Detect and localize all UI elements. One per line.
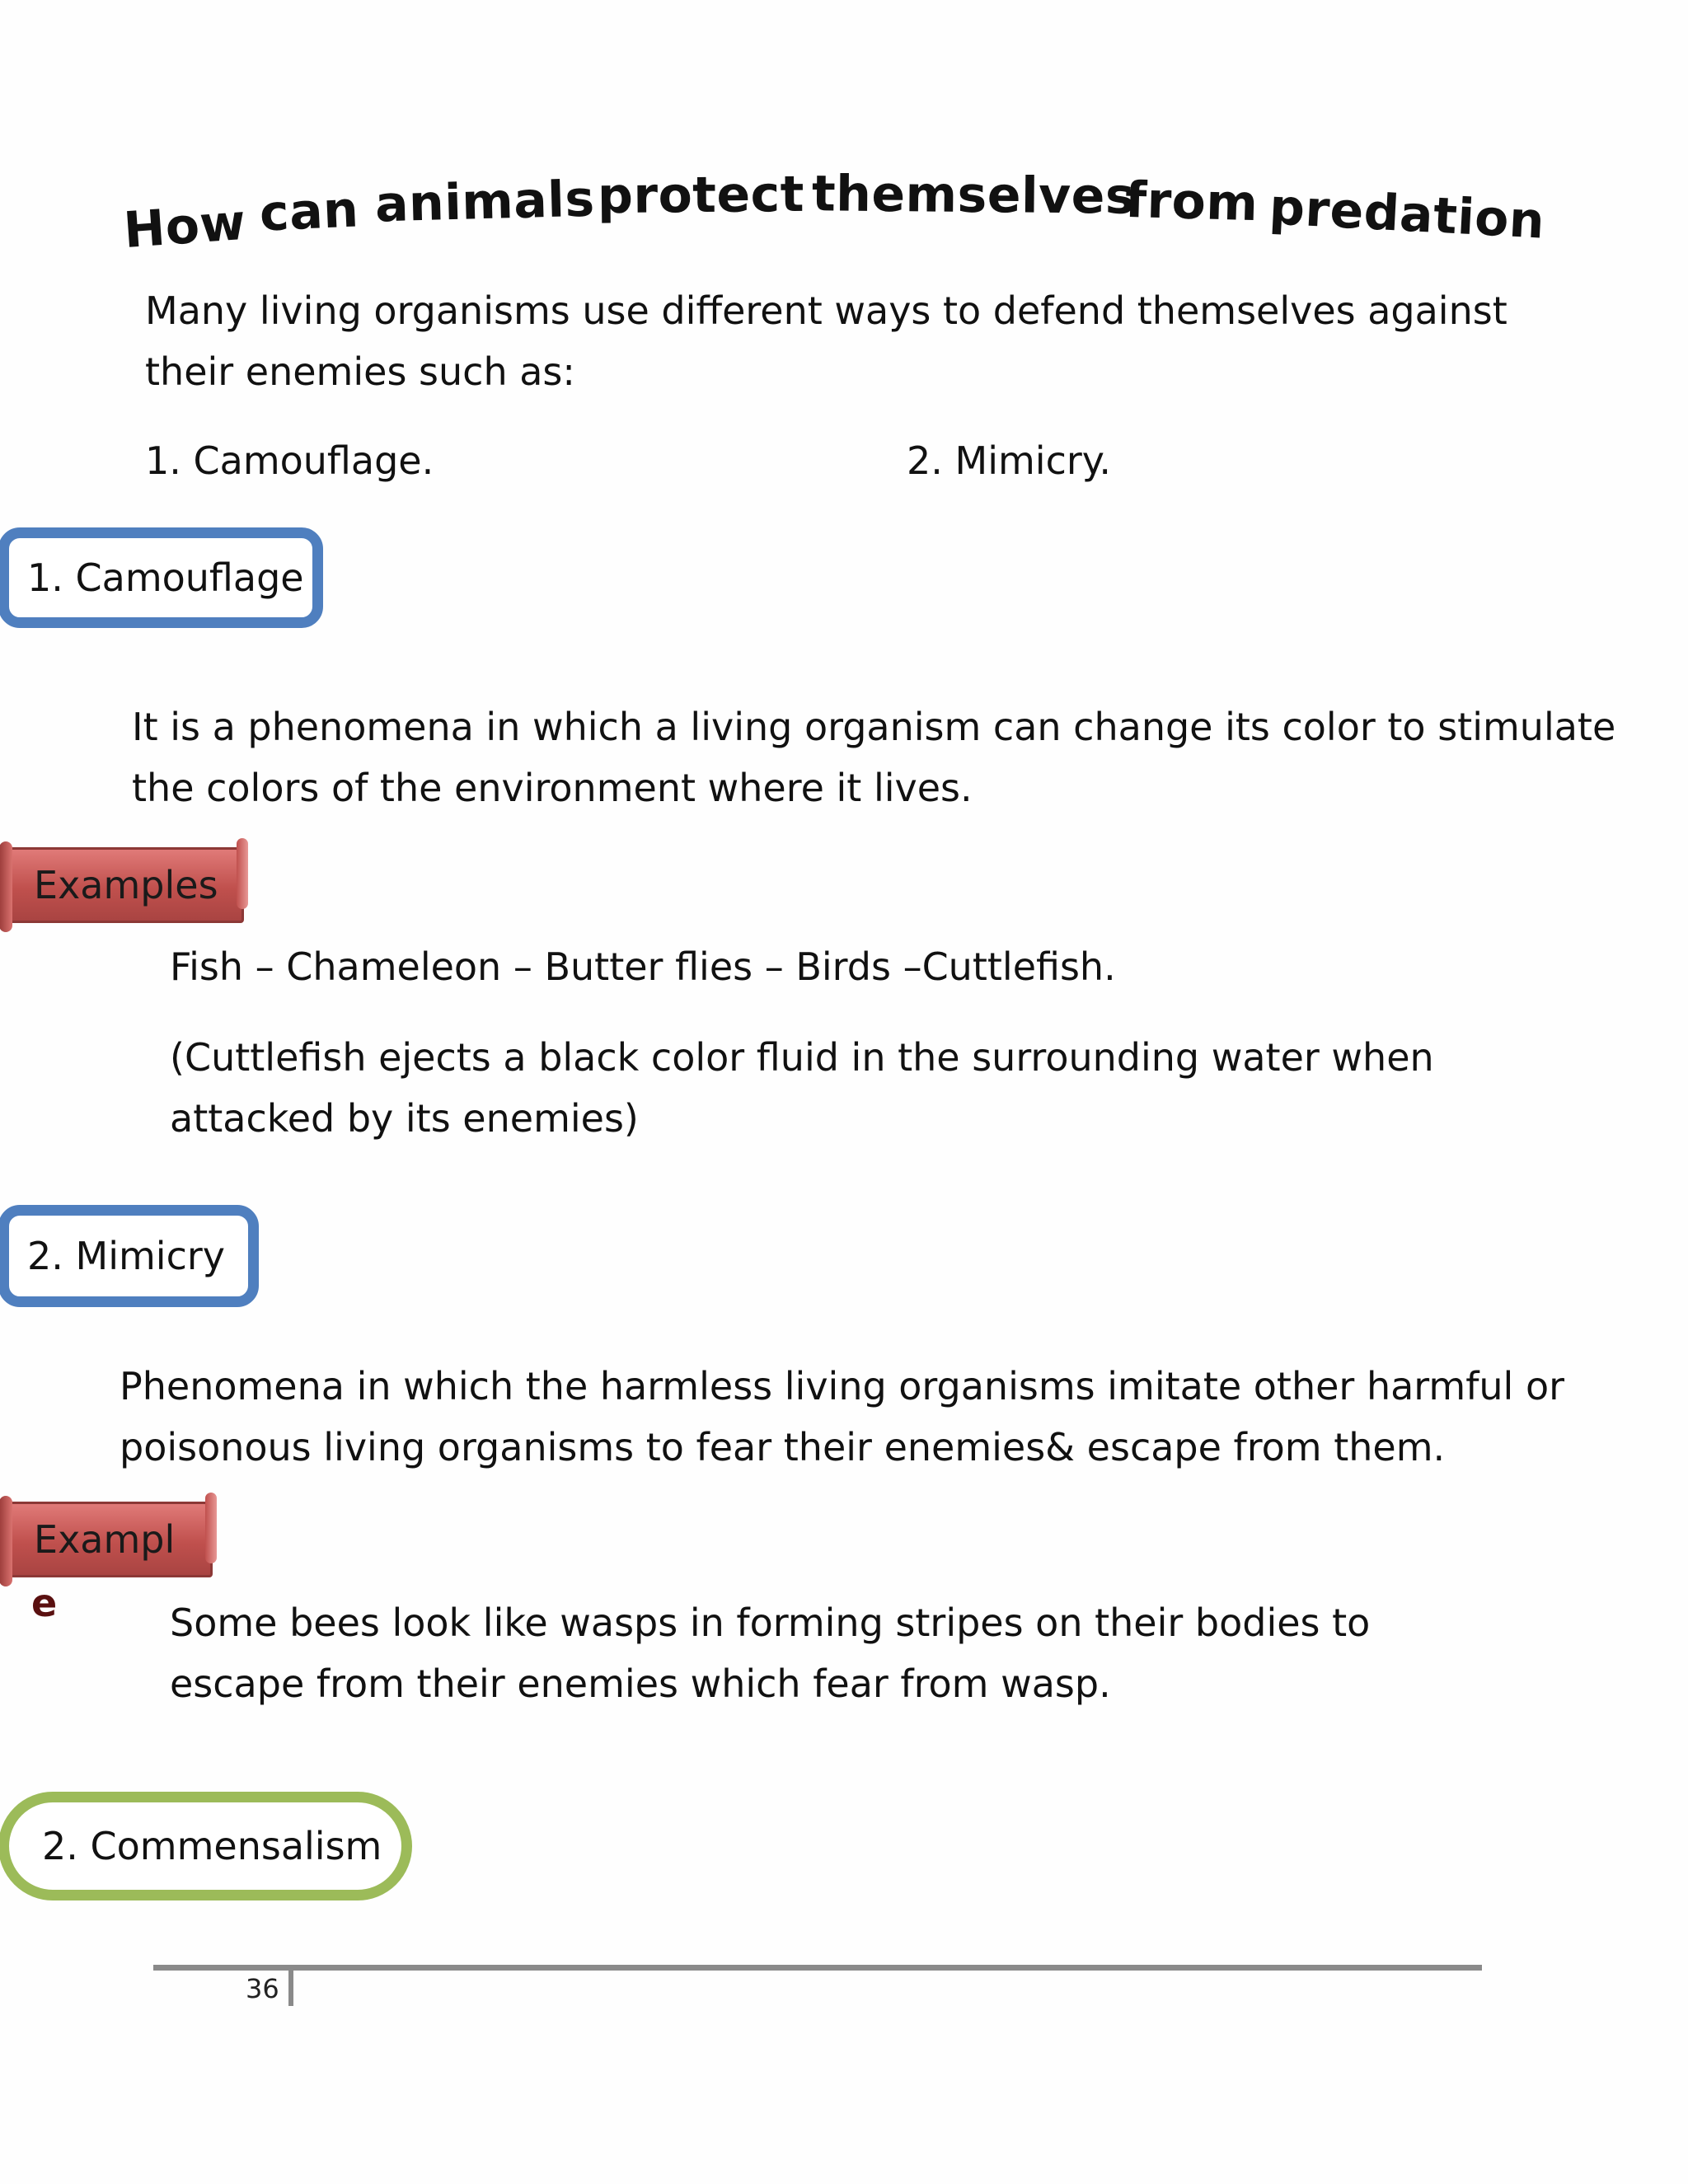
- example-line: escape from their enemies which fear from wasp.: [170, 1661, 1111, 1706]
- title-word: predation: [1268, 178, 1546, 251]
- footer-divider: [153, 1965, 1482, 1971]
- camouflage-heading: [0, 527, 323, 628]
- definition-line: the colors of the environment where it lives.: [132, 766, 973, 810]
- title-word: can: [258, 180, 360, 243]
- cuttlefish-note: [170, 1027, 1434, 1149]
- note-line: attacked by its enemies): [170, 1096, 639, 1141]
- commensalism-heading-text: 2. Commensalism: [42, 1824, 382, 1868]
- definition-line: Phenomena in which the harmless living organisms imitate other harmful or: [120, 1364, 1565, 1408]
- intro-paragraph: [145, 280, 1507, 402]
- mimicry-example: [170, 1592, 1370, 1714]
- intro-item-mimicry: 2. Mimicry.: [907, 438, 1112, 483]
- mimicry-definition: [120, 1356, 1564, 1478]
- page-title: [121, 165, 1546, 260]
- note-line: (Cuttlefish ejects a black color fluid in the surrounding water when: [170, 1035, 1434, 1080]
- title-word: themselves: [811, 165, 1136, 226]
- intro-line: their enemies such as:: [145, 349, 575, 394]
- mimicry-heading-text: 2. Mimicry: [27, 1234, 225, 1278]
- footer-tick: [288, 1965, 293, 2006]
- camouflage-examples-list: Fish – Chameleon – Butter flies – Birds –Cuttlefish.: [170, 944, 1116, 989]
- mimicry-heading: [0, 1205, 259, 1307]
- example-ribbon-overflow-letter: e: [31, 1581, 58, 1625]
- example-ribbon-text: Exampl: [34, 1517, 176, 1562]
- title-word: from: [1124, 171, 1259, 233]
- commensalism-heading: [0, 1792, 412, 1900]
- camouflage-definition: [132, 696, 1615, 818]
- intro-item-camouflage: 1. Camouflage.: [145, 438, 434, 483]
- title-word: animals: [374, 170, 596, 234]
- definition-line: poisonous living organisms to fear their enemies& escape from them.: [120, 1425, 1446, 1469]
- examples-ribbon: [5, 847, 244, 923]
- example-ribbon: [5, 1502, 213, 1577]
- title-word: How: [121, 193, 248, 260]
- intro-line: Many living organisms use different ways to defend themselves against: [145, 288, 1507, 333]
- title-word: protect: [597, 165, 805, 226]
- definition-line: It is a phenomena in which a living organism can change its color to stimulate: [132, 705, 1616, 749]
- examples-ribbon-text: Examples: [34, 863, 218, 907]
- page-number: 36: [246, 1973, 279, 2004]
- example-line: Some bees look like wasps in forming stripes on their bodies to: [170, 1601, 1371, 1645]
- camouflage-heading-text: 1. Camouflage: [27, 555, 304, 600]
